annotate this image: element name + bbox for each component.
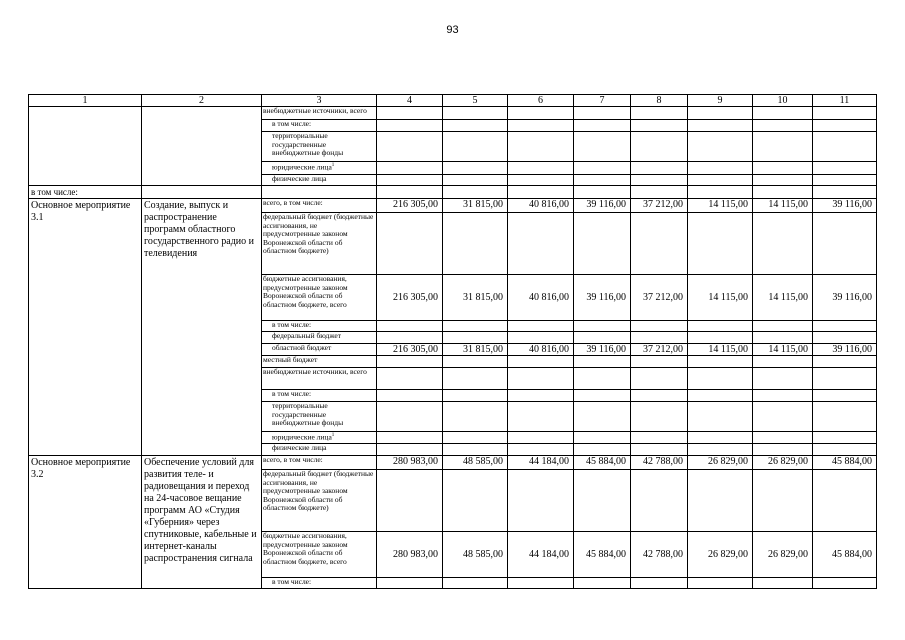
col-header: 2 [142, 95, 262, 107]
row-label: бюджетные ассигнования, предусмотренные законом Воронежской области об областном бюджете, всего [262, 275, 377, 321]
row-label: федеральный бюджет (бюджетные ассигнования, не предусмотренные законом Воронежской области об областном бюджете) [262, 470, 377, 532]
value-cell: 14 115,00 [753, 275, 813, 321]
value-cell: 42 788,00 [631, 532, 688, 578]
table-row [29, 199, 877, 213]
value-cell: 39 116,00 [813, 199, 877, 213]
table-row [29, 107, 877, 120]
measure-title: Обеспечение условий для развития теле- и радиовещания и переход на 24-часовое вещание программ АО «Студия «Губерния» через спутниковые, кабельные и интернет-каналы распространения сигнала [142, 456, 262, 589]
footnote-mark: 1 [331, 163, 335, 168]
col-header: 11 [813, 95, 877, 107]
value-cell: 26 829,00 [688, 532, 753, 578]
row-label: юридические лица$^1$ [262, 432, 377, 444]
col-header: 6 [508, 95, 574, 107]
value-cell: 44 184,00 [508, 456, 574, 470]
row-label: физические лица [262, 444, 377, 456]
value-cell: 44 184,00 [508, 532, 574, 578]
value-cell: 39 116,00 [813, 275, 877, 321]
table-row [29, 456, 877, 470]
value-cell: 40 816,00 [508, 344, 574, 356]
value-cell: 31 815,00 [443, 344, 508, 356]
col-header: 10 [753, 95, 813, 107]
row-label: федеральный бюджет (бюджетные ассигнования, не предусмотренные законом Воронежской области об областном бюджете) [262, 213, 377, 275]
row-label: физические лица [262, 175, 377, 186]
value-cell: 45 884,00 [574, 532, 631, 578]
row-label: в том числе: [262, 321, 377, 332]
value-cell: 45 884,00 [813, 532, 877, 578]
row-label: в том числе: [262, 390, 377, 402]
value-cell: 26 829,00 [753, 532, 813, 578]
row-label: территориальные государственные внебюджетные фонды [262, 132, 377, 162]
col-header: 9 [688, 95, 753, 107]
measure-title: Создание, выпуск и распространение программ областного государственного радио и телевидения [142, 199, 262, 456]
value-cell: 39 116,00 [574, 199, 631, 213]
value-cell: 40 816,00 [508, 275, 574, 321]
header-row [29, 95, 877, 107]
value-cell: 216 305,00 [377, 344, 443, 356]
measure-number: Основное мероприятие 3.1 [29, 199, 142, 456]
value-cell: 45 884,00 [574, 456, 631, 470]
measure-number: Основное мероприятие 3.2 [29, 456, 142, 589]
value-cell: 31 815,00 [443, 275, 508, 321]
col-header: 3 [262, 95, 377, 107]
row-label: областной бюджет [262, 344, 377, 356]
value-cell: 31 815,00 [443, 199, 508, 213]
value-cell: 14 115,00 [688, 275, 753, 321]
row-label: всего, в том числе: [262, 456, 377, 470]
value-cell: 39 116,00 [574, 275, 631, 321]
value-cell: 42 788,00 [631, 456, 688, 470]
value-cell: 26 829,00 [753, 456, 813, 470]
col-header: 7 [574, 95, 631, 107]
row-label: внебюджетные источники, всего [262, 107, 377, 120]
col-header: 1 [29, 95, 142, 107]
value-cell: 39 116,00 [574, 344, 631, 356]
row-label: территориальные государственные внебюджетные фонды [262, 402, 377, 432]
row-label: в том числе: [262, 120, 377, 132]
row-label: всего, в том числе: [262, 199, 377, 213]
value-cell: 14 115,00 [688, 199, 753, 213]
value-cell: 48 585,00 [443, 456, 508, 470]
value-cell: 37 212,00 [631, 199, 688, 213]
row-label: внебюджетные источники, всего [262, 368, 377, 390]
value-cell: 280 983,00 [377, 456, 443, 470]
col-header: 8 [631, 95, 688, 107]
row-label: в том числе: [262, 578, 377, 589]
value-cell: 45 884,00 [813, 456, 877, 470]
value-cell: 40 816,00 [508, 199, 574, 213]
value-cell: 37 212,00 [631, 275, 688, 321]
budget-table [28, 94, 877, 589]
col-header: 5 [443, 95, 508, 107]
value-cell: 37 212,00 [631, 344, 688, 356]
value-cell: 216 305,00 [377, 199, 443, 213]
row-label: местный бюджет [262, 356, 377, 368]
page-number: 93 [446, 24, 459, 36]
row-label: федеральный бюджет [262, 332, 377, 344]
table-row [29, 186, 877, 199]
row-label: бюджетные ассигнования, предусмотренные законом Воронежской области об областном бюджете, всего [262, 532, 377, 578]
row-label: юридические лица$^1$ [262, 162, 377, 175]
value-cell: 48 585,00 [443, 532, 508, 578]
value-cell: 39 116,00 [813, 344, 877, 356]
value-cell: 26 829,00 [688, 456, 753, 470]
col-header: 4 [377, 95, 443, 107]
value-cell: 216 305,00 [377, 275, 443, 321]
value-cell: 14 115,00 [688, 344, 753, 356]
footnote-mark: 1 [331, 433, 335, 438]
value-cell: 14 115,00 [753, 344, 813, 356]
value-cell: 14 115,00 [753, 199, 813, 213]
value-cell: 280 983,00 [377, 532, 443, 578]
subtotal-label: в том числе: [29, 186, 142, 199]
